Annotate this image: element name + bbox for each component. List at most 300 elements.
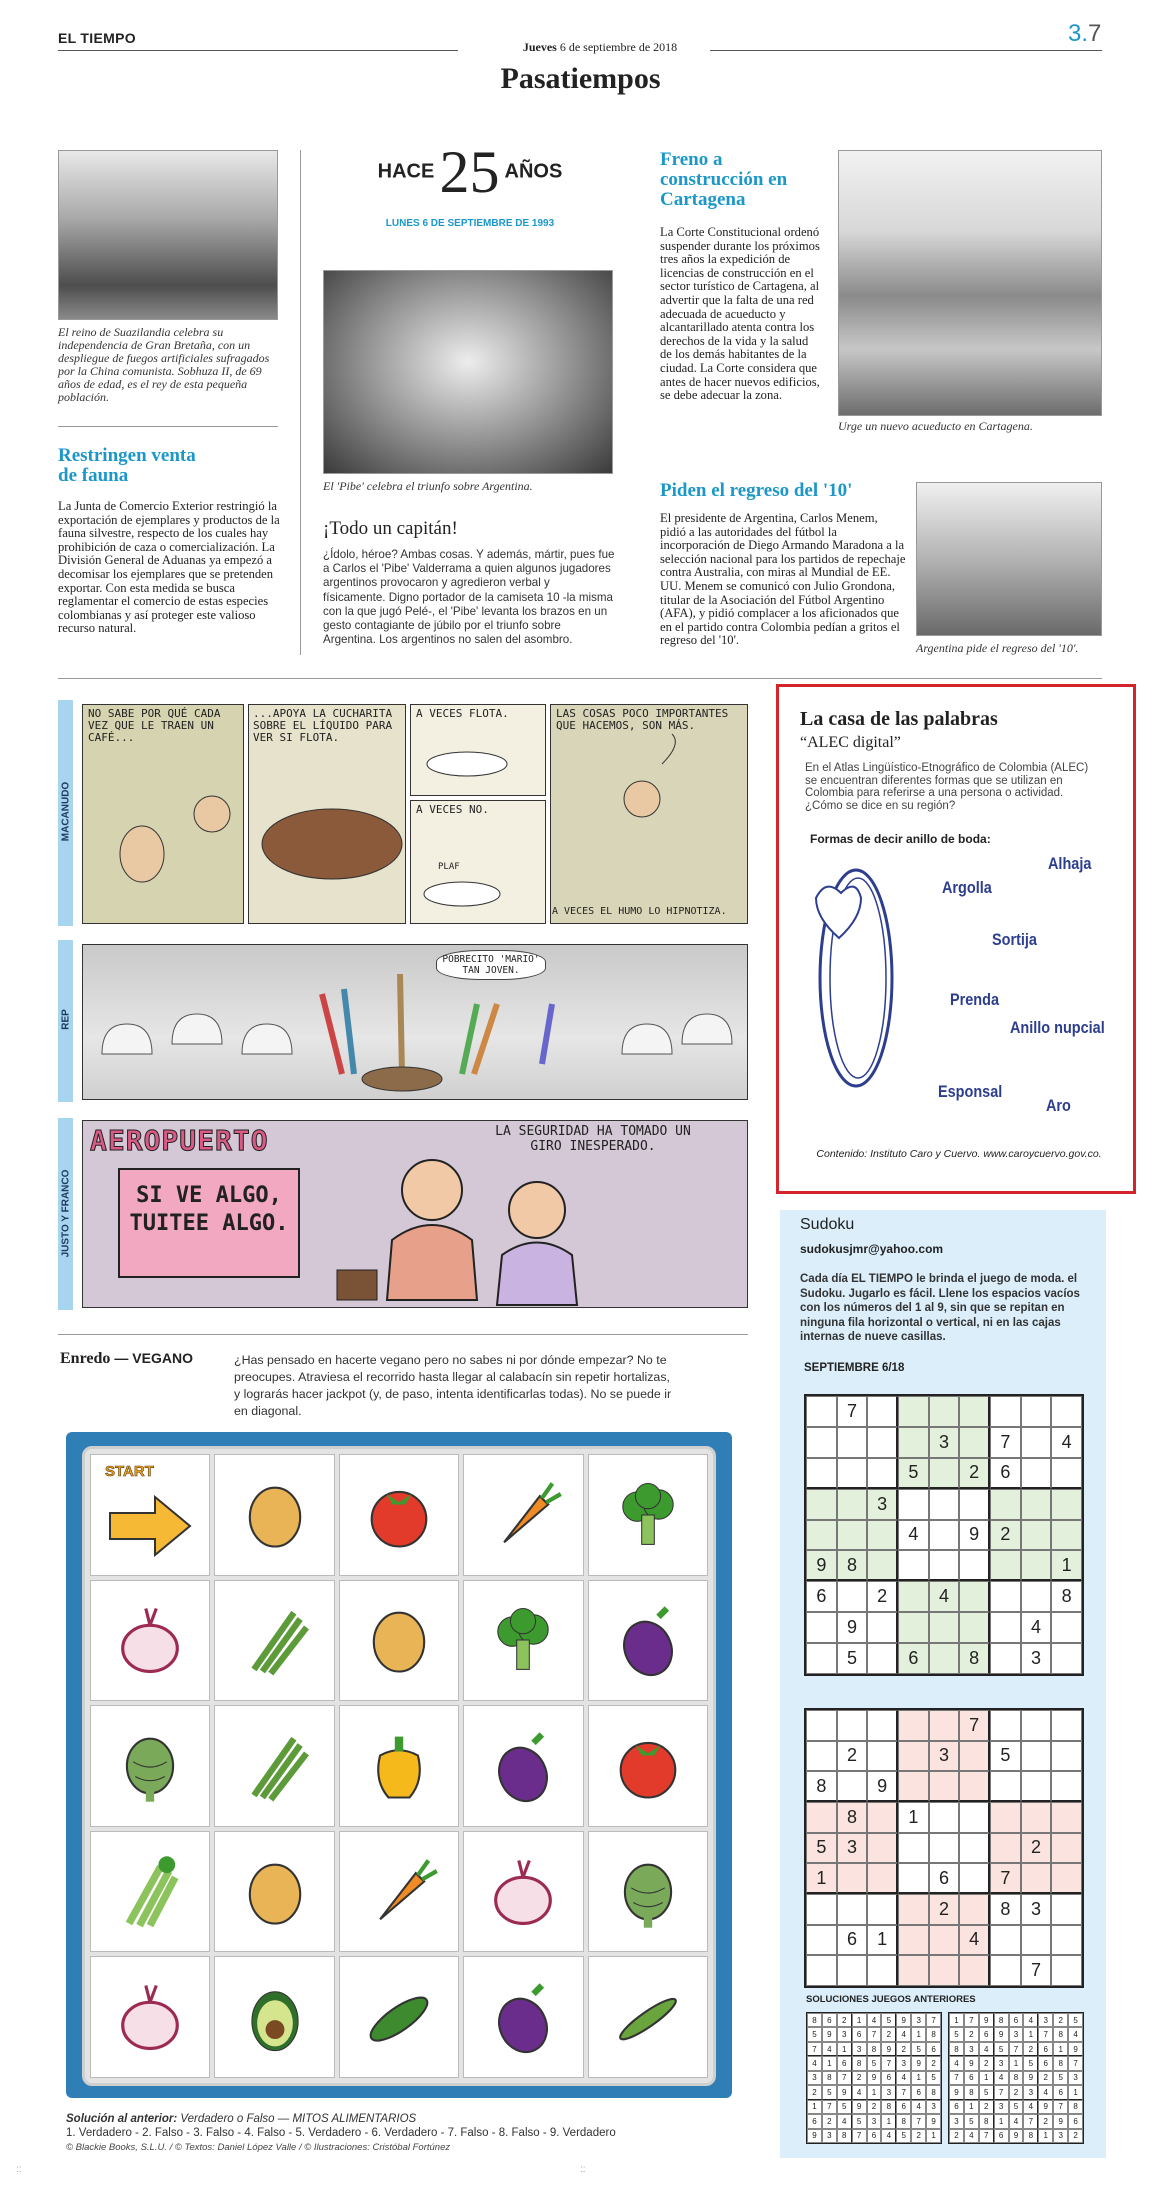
article-maradona: El presidente de Argentina, Carlos Menem, pidió a las autoridades del fútbol la incorporación de Diego Armando Maradona a la selección nacional para los partidos de repechaje contra Australia, con miras al Mundial de EE. UU. Menem se comunicó con Julio Grondona, titular de la Asociación del Fútbol Argentino (AFA), y pidió complacer a los aficionados que en el partido contra Colombia pedían a gritos el regreso del '10'. — [660, 511, 906, 648]
sudoku-cell[interactable] — [898, 1863, 929, 1894]
sudoku-cell[interactable] — [1021, 1396, 1052, 1427]
sudoku-cell[interactable]: 4 — [1021, 1612, 1052, 1643]
sudoku-cell[interactable] — [837, 1520, 868, 1551]
solution-cell: 1 — [1053, 2042, 1068, 2056]
sudoku-cell[interactable] — [959, 1955, 990, 1986]
sudoku-cell[interactable] — [1021, 1802, 1052, 1833]
sudoku-cell[interactable]: 2 — [867, 1581, 898, 1612]
sudoku-cell[interactable] — [1021, 1741, 1052, 1772]
sudoku-cell[interactable]: 6 — [990, 1458, 1021, 1489]
alec-subtitle: “ALEC digital” — [800, 734, 901, 751]
sudoku-cell[interactable] — [898, 1612, 929, 1643]
solution-cell: 4 — [881, 2129, 896, 2143]
alec-intro: En el Atlas Lingüístico-Etnográfico de Colombia (ALEC) se encuentran diferentes formas que se utilizan en Colombia para referirse a una persona o actividad. ¿Cómo se dice en su región? — [805, 762, 1089, 812]
sudoku-cell[interactable] — [837, 1710, 868, 1741]
sudoku-cell[interactable]: 7 — [959, 1710, 990, 1741]
macanudo-text-3: A VECES FLOTA. — [416, 707, 509, 720]
sudoku-cell[interactable] — [1021, 1427, 1052, 1458]
sudoku-cell[interactable] — [929, 1489, 960, 1520]
solution-cell: 3 — [949, 2114, 964, 2128]
solution-cell: 3 — [1009, 2027, 1024, 2041]
sudoku-cell[interactable]: 4 — [929, 1581, 960, 1612]
sudoku-cell[interactable] — [929, 1771, 960, 1802]
celery-icon[interactable] — [90, 1831, 210, 1953]
solution-cell: 2 — [949, 2129, 964, 2143]
sudoku-cell[interactable] — [1051, 1520, 1082, 1551]
sudoku-cell[interactable]: 4 — [898, 1520, 929, 1551]
solution-cell: 2 — [807, 2085, 822, 2099]
sudoku-cell[interactable] — [806, 1489, 837, 1520]
macanudo-text-5: A VECES NO. — [416, 803, 489, 816]
sudoku-cell[interactable] — [1051, 1741, 1082, 1772]
sudoku-cell[interactable] — [1051, 1710, 1082, 1741]
solution-cell: 9 — [1068, 2042, 1083, 2056]
artichoke-icon[interactable] — [588, 1831, 708, 1953]
sudoku-cell[interactable] — [806, 1710, 837, 1741]
sudoku-cell[interactable]: 4 — [1051, 1427, 1082, 1458]
sudoku-cell[interactable] — [1021, 1863, 1052, 1894]
sudoku-cell[interactable] — [898, 1489, 929, 1520]
carrot-icon[interactable] — [463, 1454, 583, 1576]
solution-cell: 4 — [979, 2042, 994, 2056]
sudoku-cell[interactable] — [929, 1925, 960, 1956]
solution-cell: 8 — [1053, 2027, 1068, 2041]
potato-icon[interactable] — [339, 1580, 459, 1702]
solution-cell: 2 — [964, 2027, 979, 2041]
solution-cell: 5 — [1068, 2013, 1083, 2027]
sudoku-cell[interactable]: 5 — [837, 1643, 868, 1674]
broccoli-icon[interactable] — [588, 1454, 708, 1576]
sudoku-cell[interactable] — [1051, 1894, 1082, 1925]
sudoku-cell[interactable] — [990, 1710, 1021, 1741]
macanudo-text-2: ...APOYA LA CUCHARITA SOBRE EL LÍQUIDO PARA VER SI FLOTA. — [253, 707, 393, 744]
sudoku-cell[interactable] — [1021, 1710, 1052, 1741]
sudoku-cell[interactable]: 9 — [806, 1550, 837, 1581]
solution-cell: 6 — [881, 2071, 896, 2085]
sudoku-cell[interactable] — [867, 1396, 898, 1427]
sudoku-cell[interactable] — [1021, 1925, 1052, 1956]
sudoku-cell[interactable]: 3 — [1021, 1643, 1052, 1674]
sudoku-cell[interactable]: 7 — [837, 1396, 868, 1427]
sudoku-cell[interactable] — [867, 1458, 898, 1489]
sudoku-cell[interactable] — [898, 1925, 929, 1956]
solution-cell: 9 — [1023, 2071, 1038, 2085]
sudoku-cell[interactable] — [959, 1396, 990, 1427]
solution-cell: 3 — [911, 2013, 926, 2027]
sudoku-cell[interactable] — [867, 1643, 898, 1674]
sudoku-cell[interactable]: 7 — [990, 1863, 1021, 1894]
solution-cell: 7 — [822, 2100, 837, 2114]
sudoku-cell[interactable] — [898, 1396, 929, 1427]
macanudo-text-1: NO SABE POR QUÉ CADA VEZ QUE LE TRAEN UN CAFÉ... — [88, 707, 221, 744]
header-rule-left — [58, 50, 458, 51]
onion-icon[interactable] — [463, 1831, 583, 1953]
sudoku-cell[interactable] — [898, 1550, 929, 1581]
sudoku-cell[interactable] — [959, 1581, 990, 1612]
sudoku-cell[interactable] — [1021, 1458, 1052, 1489]
sudoku-cell[interactable]: 6 — [837, 1925, 868, 1956]
solution-cell: 6 — [1068, 2114, 1083, 2128]
sudoku-cell[interactable] — [867, 1520, 898, 1551]
sudoku-cell[interactable] — [898, 1581, 929, 1612]
solution-cell: 6 — [852, 2027, 867, 2041]
sudoku-cell[interactable]: 2 — [1021, 1833, 1052, 1864]
sudoku-cell[interactable] — [806, 1612, 837, 1643]
solution-cell: 3 — [1023, 2085, 1038, 2099]
sudoku-cell[interactable] — [1051, 1955, 1082, 1986]
sudoku-cell[interactable] — [929, 1458, 960, 1489]
avocado-icon[interactable] — [214, 1956, 334, 2078]
sudoku-cell[interactable] — [1021, 1771, 1052, 1802]
solution-cell: 5 — [1023, 2056, 1038, 2070]
comic-label-rep: REP — [60, 1009, 72, 1030]
sudoku-cell[interactable] — [867, 1802, 898, 1833]
photo-caption-maradona: Argentina pide el regreso del '10'. — [916, 641, 1079, 655]
sudoku-cell[interactable]: 3 — [1021, 1894, 1052, 1925]
sudoku-cell[interactable] — [1051, 1833, 1082, 1864]
sudoku-cell[interactable]: 5 — [898, 1458, 929, 1489]
enredo-solution: Solución al anterior: Verdadero o Falso — MITOS ALIMENTARIOS 1. Verdadero - 2. Falso - 3. Falso - 4. Falso - 5. Verdadero - 6. Verdadero - 7. Falso - 8. Falso - 9. Verdadero — [66, 2113, 616, 2139]
photo-sobhuza — [58, 150, 278, 320]
sudoku-cell[interactable] — [959, 1489, 990, 1520]
sudoku-cell[interactable]: 5 — [806, 1833, 837, 1864]
macanudo-text-6: A VECES EL HUMO LO HIPNOTIZA. — [552, 906, 727, 917]
sudoku-cell[interactable] — [898, 1741, 929, 1772]
tomato-icon[interactable] — [588, 1705, 708, 1827]
sudoku-cell[interactable]: 5 — [990, 1741, 1021, 1772]
sudoku-cell[interactable] — [990, 1643, 1021, 1674]
sudoku-cell[interactable]: 3 — [837, 1833, 868, 1864]
sudoku-cell[interactable] — [837, 1581, 868, 1612]
sudoku-cell[interactable] — [929, 1833, 960, 1864]
potato-icon[interactable] — [214, 1831, 334, 1953]
solution-cell: 8 — [867, 2042, 882, 2056]
solution-cell: 7 — [1038, 2027, 1053, 2041]
sudoku-cell[interactable] — [898, 1894, 929, 1925]
sudoku-cell[interactable]: 8 — [806, 1771, 837, 1802]
solution-cell: 2 — [926, 2056, 941, 2070]
alec-credit: Contenido: Instituto Caro y Cuervo. www.caroycuervo.gov.co. — [816, 1148, 1102, 1160]
sudoku-cell[interactable] — [867, 1550, 898, 1581]
solution-cell: 3 — [1068, 2071, 1083, 2085]
sudoku-cell[interactable] — [837, 1955, 868, 1986]
sudoku-cell[interactable] — [929, 1612, 960, 1643]
sudoku-cell[interactable] — [1051, 1458, 1082, 1489]
sudoku-cell[interactable] — [1021, 1581, 1052, 1612]
sudoku-cell[interactable] — [898, 1427, 929, 1458]
sudoku-cell[interactable] — [990, 1925, 1021, 1956]
sudoku-cell[interactable] — [898, 1955, 929, 1986]
potato-icon[interactable] — [214, 1454, 334, 1576]
sudoku-cell[interactable]: 3 — [929, 1741, 960, 1772]
solution-cell: 1 — [837, 2042, 852, 2056]
sudoku-cell[interactable] — [929, 1550, 960, 1581]
sudoku-cell[interactable] — [1051, 1612, 1082, 1643]
sudoku-cell[interactable]: 7 — [1021, 1955, 1052, 1986]
solution-cell: 2 — [911, 2129, 926, 2143]
sudoku-cell[interactable] — [867, 1894, 898, 1925]
sudoku-cell[interactable]: 6 — [806, 1581, 837, 1612]
carrot-icon[interactable] — [339, 1831, 459, 1953]
solution-cell: 1 — [979, 2071, 994, 2085]
sudoku-cell[interactable] — [837, 1427, 868, 1458]
solution-cell: 3 — [1038, 2013, 1053, 2027]
solution-grid-2 — [948, 2012, 1084, 2144]
solution-cell: 9 — [852, 2100, 867, 2114]
solution-cell: 1 — [949, 2013, 964, 2027]
sudoku-cell[interactable] — [806, 1643, 837, 1674]
sudoku-cell[interactable] — [867, 1863, 898, 1894]
pepper-icon[interactable] — [339, 1705, 459, 1827]
solution-cell: 7 — [1053, 2100, 1068, 2114]
sudoku-cell[interactable]: 2 — [929, 1894, 960, 1925]
solution-cell: 2 — [867, 2100, 882, 2114]
sudoku-cell[interactable] — [990, 1955, 1021, 1986]
solution-cell: 9 — [1038, 2100, 1053, 2114]
sudoku-cell[interactable] — [929, 1643, 960, 1674]
sudoku-cell[interactable] — [959, 1771, 990, 1802]
sudoku-cell[interactable] — [929, 1396, 960, 1427]
sudoku-cell[interactable]: 2 — [959, 1458, 990, 1489]
hace-date: LUNES 6 DE SEPTIEMBRE DE 1993 — [385, 218, 555, 229]
sudoku-cell[interactable] — [867, 1833, 898, 1864]
comic-label-justo: JUSTO Y FRANCO — [60, 1169, 72, 1258]
sudoku-cell[interactable] — [959, 1612, 990, 1643]
sudoku-cell[interactable]: 8 — [959, 1643, 990, 1674]
sudoku-cell[interactable] — [1021, 1550, 1052, 1581]
sudoku-cell[interactable] — [806, 1427, 837, 1458]
sudoku-cell[interactable] — [837, 1894, 868, 1925]
sudoku-cell[interactable] — [806, 1741, 837, 1772]
alec-title: La casa de las palabras — [800, 708, 998, 730]
solution-cell: 1 — [1009, 2056, 1024, 2070]
sudoku-cell[interactable] — [990, 1833, 1021, 1864]
sudoku-cell[interactable]: 4 — [959, 1925, 990, 1956]
maze-grid — [90, 1454, 708, 2078]
sudoku-cell[interactable]: 6 — [929, 1863, 960, 1894]
sudoku-cell[interactable]: 2 — [990, 1520, 1021, 1551]
sudoku-cell[interactable]: 1 — [898, 1802, 929, 1833]
solution-cell: 7 — [867, 2027, 882, 2041]
solution-cell: 8 — [881, 2100, 896, 2114]
sudoku-cell[interactable]: 8 — [990, 1894, 1021, 1925]
sudoku-cell[interactable] — [1051, 1396, 1082, 1427]
sudoku-cell[interactable] — [959, 1802, 990, 1833]
sudoku-cell[interactable] — [959, 1894, 990, 1925]
ring-illustration — [796, 858, 906, 1098]
solution-cell: 7 — [1009, 2042, 1024, 2056]
solution-cell: 1 — [1068, 2085, 1083, 2099]
article-fauna: La Junta de Comercio Exterior restringió la exportación de ejemplares y productos de la fauna silvestre, respecto de los cuales hay prohibición de caza o comercialización. La División General de Aduanas ya empezó a decomisar los ejemplares que se pretenden exportar. Con esta medida se busca reglamentar el comercio de estas especies colombianas y así proteger este valioso recurso natural. — [58, 499, 280, 636]
solution-cell: 4 — [1068, 2027, 1083, 2041]
solution-cell: 2 — [837, 2013, 852, 2027]
sudoku-cell[interactable] — [806, 1925, 837, 1956]
solution-cell: 6 — [964, 2071, 979, 2085]
sudoku-cell[interactable] — [929, 1802, 960, 1833]
sudoku-cell[interactable]: 1 — [867, 1925, 898, 1956]
sudoku-cell[interactable] — [1051, 1863, 1082, 1894]
onion-icon[interactable] — [90, 1580, 210, 1702]
sudoku-cell[interactable] — [867, 1427, 898, 1458]
solution-cell: 4 — [1023, 2013, 1038, 2027]
solution-cell: 6 — [994, 2129, 1009, 2143]
solution-cell: 3 — [852, 2042, 867, 2056]
solution-cell: 6 — [1009, 2013, 1024, 2027]
sudoku-cell[interactable] — [959, 1427, 990, 1458]
alec-word-argolla: Argolla — [942, 878, 992, 897]
sudoku-cell[interactable] — [1051, 1802, 1082, 1833]
solution-cell: 6 — [979, 2027, 994, 2041]
solution-cell: 7 — [837, 2071, 852, 2085]
solution-cell: 7 — [852, 2129, 867, 2143]
solution-cell: 8 — [926, 2085, 941, 2099]
sudoku-cell[interactable] — [898, 1771, 929, 1802]
sudoku-cell[interactable] — [837, 1489, 868, 1520]
sudoku-cell[interactable] — [806, 1520, 837, 1551]
rep-pencils-drawing — [82, 944, 748, 1100]
solution-cell: 5 — [964, 2114, 979, 2128]
asparagus-icon[interactable] — [214, 1580, 334, 1702]
sudoku-cell[interactable]: 2 — [837, 1741, 868, 1772]
sudoku-cell[interactable]: 7 — [990, 1427, 1021, 1458]
sudoku-cell[interactable] — [929, 1520, 960, 1551]
sudoku-cell[interactable] — [867, 1710, 898, 1741]
sudoku-cell[interactable]: 3 — [929, 1427, 960, 1458]
solution-cell: 4 — [867, 2013, 882, 2027]
solution-cell: 3 — [837, 2027, 852, 2041]
sudoku-cell[interactable] — [1051, 1489, 1082, 1520]
solution-cell: 8 — [896, 2114, 911, 2128]
sudoku-cell[interactable]: 8 — [1051, 1581, 1082, 1612]
eggplant-icon[interactable] — [588, 1580, 708, 1702]
sudoku-cell[interactable] — [806, 1894, 837, 1925]
sudoku-cell[interactable] — [867, 1612, 898, 1643]
solution-cell: 5 — [867, 2056, 882, 2070]
solution-cell: 6 — [807, 2114, 822, 2128]
sudoku-cell[interactable] — [990, 1396, 1021, 1427]
sudoku-grid-1[interactable] — [804, 1394, 1084, 1676]
solution-cell: 6 — [1053, 2085, 1068, 2099]
sudoku-cell[interactable]: 8 — [837, 1802, 868, 1833]
solution-cell: 8 — [807, 2013, 822, 2027]
sudoku-cell[interactable] — [959, 1550, 990, 1581]
solution-cell: 5 — [926, 2071, 941, 2085]
asparagus-icon[interactable] — [214, 1705, 334, 1827]
solution-cell: 4 — [896, 2071, 911, 2085]
sudoku-cell[interactable]: 3 — [867, 1489, 898, 1520]
sudoku-cell[interactable] — [1051, 1925, 1082, 1956]
sudoku-intro: Cada día EL TIEMPO le brinda el juego de moda. el Sudoku. Jugarlo es fácil. Llene los espacios vacíos con los números del 1 al 9, sin que se repitan en ninguna fila horizontal o vertical, ni en las cajas internas de nueve casillas. — [800, 1273, 1080, 1343]
sudoku-cell[interactable] — [990, 1581, 1021, 1612]
eggplant-icon[interactable] — [463, 1956, 583, 2078]
solution-cell: 9 — [926, 2114, 941, 2128]
sudoku-cell[interactable] — [837, 1771, 868, 1802]
sudoku-cell[interactable] — [867, 1955, 898, 1986]
sudoku-cell[interactable] — [837, 1458, 868, 1489]
sudoku-cell[interactable]: 9 — [867, 1771, 898, 1802]
sudoku-grid-2[interactable] — [804, 1708, 1084, 1988]
solution-cell: 4 — [1038, 2085, 1053, 2099]
col1-divider — [58, 426, 278, 427]
pea-icon[interactable] — [588, 1956, 708, 2078]
sudoku-cell[interactable] — [806, 1955, 837, 1986]
sudoku-cell[interactable] — [929, 1710, 960, 1741]
solution-cell: 7 — [911, 2114, 926, 2128]
solution-cell: 3 — [867, 2114, 882, 2128]
article-capitan: ¿Ídolo, héroe? Ambas cosas. Y además, mártir, pues fue a Carlos el 'Pibe' Valderrama a quien algunos jugadores argentinos provocaron y agredieron verbal y físicamente. Digno portador de la camiseta 10 -la misma con la que jugó Pelé-, el 'Pibe' levanta los brazos en un gesto contagiante de júbilo por el triunfo sobre Argentina. Los argentinos no salen del asombro. — [323, 548, 615, 647]
sudoku-cell[interactable] — [990, 1489, 1021, 1520]
sudoku-cell[interactable] — [806, 1458, 837, 1489]
alec-word-esponsal: Esponsal — [938, 1082, 1003, 1101]
sudoku-cell[interactable] — [990, 1771, 1021, 1802]
sudoku-cell[interactable]: 1 — [806, 1863, 837, 1894]
footer-mark-left: :: — [16, 2164, 22, 2175]
solution-cell: 3 — [994, 2100, 1009, 2114]
cucumber-icon[interactable] — [339, 1956, 459, 2078]
headline-maradona: Piden el regreso del '10' — [660, 480, 853, 501]
tomato-icon[interactable] — [339, 1454, 459, 1576]
solution-cell: 2 — [979, 2100, 994, 2114]
solution-cell: 9 — [964, 2056, 979, 2070]
broccoli-icon[interactable] — [463, 1580, 583, 1702]
sudoku-cell[interactable] — [898, 1710, 929, 1741]
sudoku-cell[interactable] — [837, 1863, 868, 1894]
justo-speech: LA SEGURIDAD HA TOMADO UN GIRO INESPERADO. — [495, 1124, 691, 1154]
solution-cell: 1 — [911, 2071, 926, 2085]
sudoku-cell[interactable] — [806, 1802, 837, 1833]
solution-cell: 4 — [822, 2042, 837, 2056]
sudoku-cell[interactable] — [898, 1833, 929, 1864]
sudoku-cell[interactable] — [1051, 1771, 1082, 1802]
sudoku-cell[interactable] — [867, 1741, 898, 1772]
sudoku-cell[interactable]: 9 — [959, 1520, 990, 1551]
alec-word-sortija: Sortija — [992, 930, 1037, 949]
solution-cell: 6 — [1038, 2056, 1053, 2070]
sudoku-cell[interactable] — [959, 1863, 990, 1894]
sudoku-cell[interactable] — [990, 1612, 1021, 1643]
arrow-right-icon — [105, 1491, 195, 1561]
solution-cell: 7 — [926, 2013, 941, 2027]
sudoku-cell[interactable] — [1051, 1643, 1082, 1674]
onion-icon[interactable] — [90, 1956, 210, 2078]
sudoku-cell[interactable] — [929, 1955, 960, 1986]
artichoke-icon[interactable] — [90, 1705, 210, 1827]
solution-cell: 8 — [1009, 2071, 1024, 2085]
sudoku-cell[interactable] — [990, 1802, 1021, 1833]
solution-cell: 9 — [881, 2042, 896, 2056]
sudoku-cell[interactable] — [990, 1550, 1021, 1581]
sudoku-cell[interactable]: 1 — [1051, 1550, 1082, 1581]
solution-cell: 2 — [852, 2071, 867, 2085]
sudoku-cell[interactable] — [1021, 1520, 1052, 1551]
sudoku-cell[interactable] — [806, 1396, 837, 1427]
start-cell[interactable] — [90, 1454, 210, 1576]
solution-cell: 2 — [881, 2027, 896, 2041]
sudoku-cell[interactable] — [959, 1741, 990, 1772]
eggplant-icon[interactable] — [463, 1705, 583, 1827]
sudoku-cell[interactable]: 6 — [898, 1643, 929, 1674]
page-number: 3.7 — [1068, 20, 1102, 47]
sudoku-cell[interactable]: 8 — [837, 1550, 868, 1581]
solution-cell: 5 — [1009, 2100, 1024, 2114]
solution-cell: 8 — [979, 2114, 994, 2128]
solution-cell: 5 — [852, 2114, 867, 2128]
sudoku-cell[interactable]: 9 — [837, 1612, 868, 1643]
solution-cell: 4 — [964, 2129, 979, 2143]
solution-cell: 2 — [822, 2114, 837, 2128]
sudoku-cell[interactable] — [959, 1833, 990, 1864]
sudoku-cell[interactable] — [1021, 1489, 1052, 1520]
